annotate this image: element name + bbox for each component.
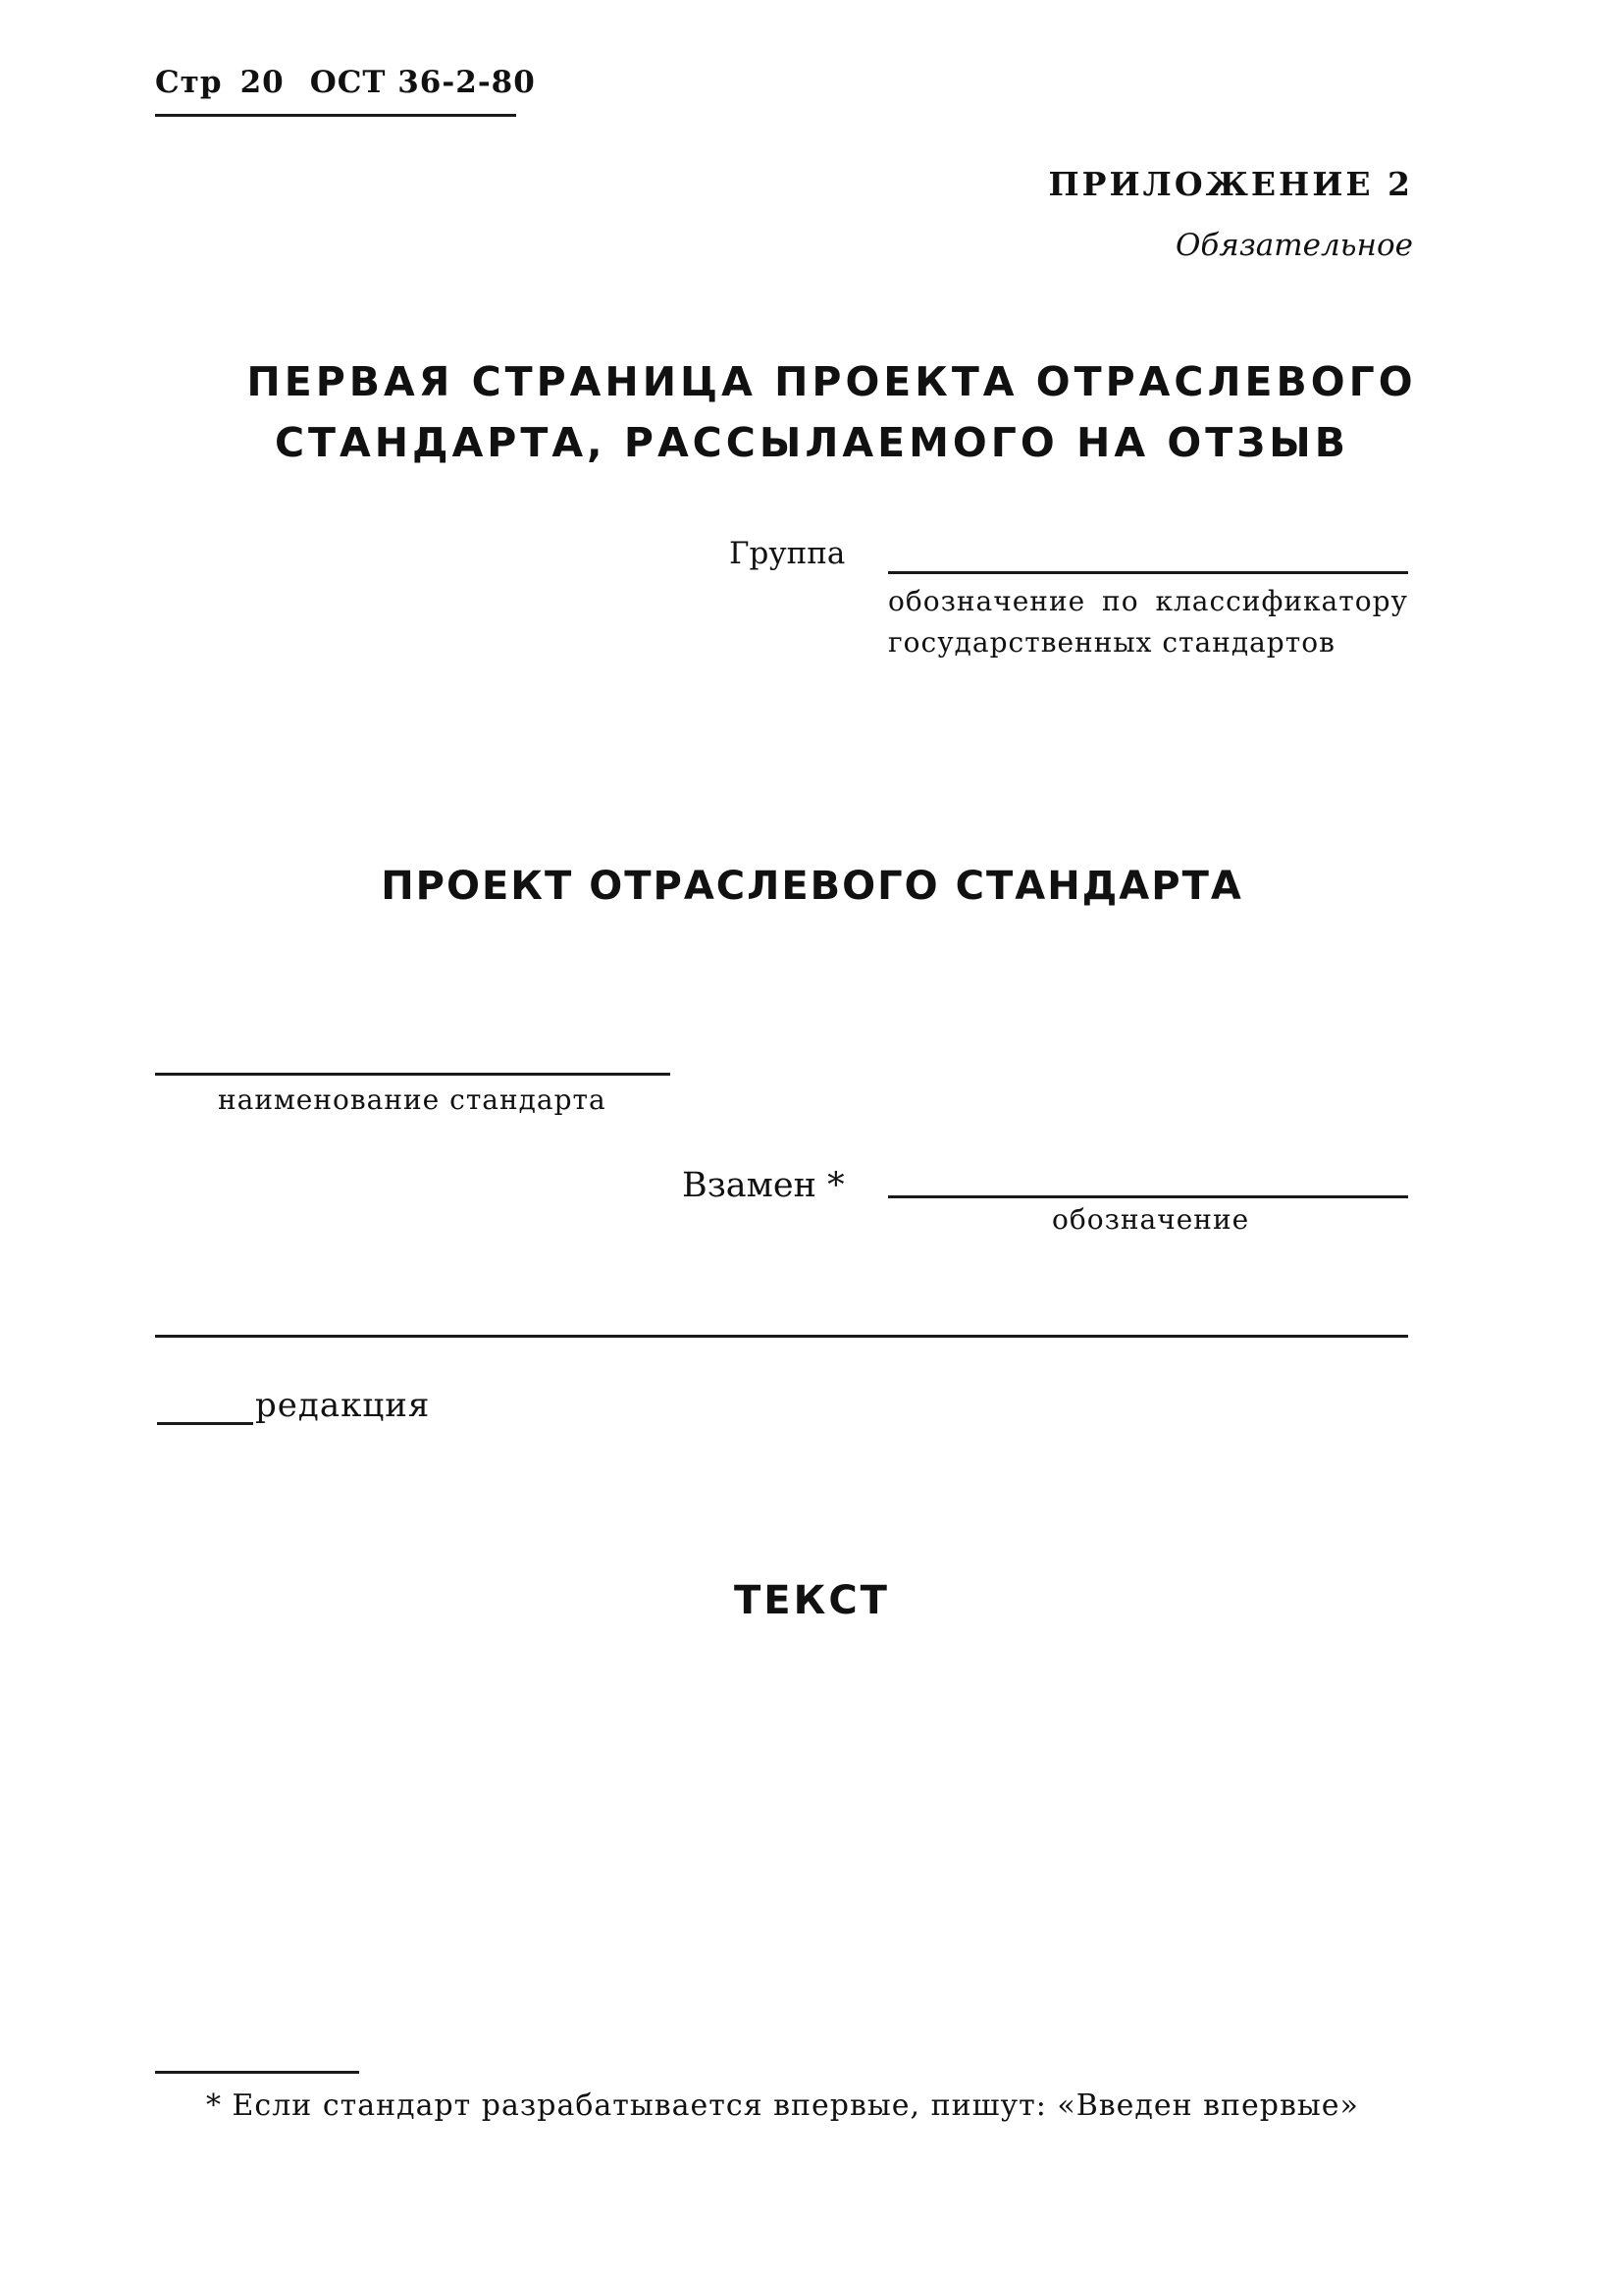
group-note: обозначение по классификатору государственных стандартов: [888, 585, 1408, 659]
project-title: ПРОЕКТ ОТРАСЛЕВОГО СТАНДАРТА: [381, 864, 1243, 909]
edition-label: редакция: [255, 1386, 431, 1425]
appendix-status: Обязательное: [1175, 228, 1413, 263]
group-label: Группа: [729, 536, 846, 571]
group-field-line: [888, 571, 1408, 574]
replaces-label: Взамен *: [682, 1166, 845, 1205]
page-label: Стр: [155, 65, 223, 100]
main-title-line-2: СТАНДАРТА, РАССЫЛАЕМОГО НА ОТЗЫВ: [274, 419, 1350, 466]
body-text-heading: ТЕКСТ: [734, 1578, 890, 1623]
main-title-line-1: ПЕРВАЯ СТРАНИЦА ПРОЕКТА ОТРАСЛЕВОГО: [246, 358, 1417, 405]
name-caption: наименование стандарта: [218, 1083, 606, 1116]
separator-line: [155, 1335, 1408, 1338]
name-field-line: [155, 1073, 670, 1076]
standard-code: ОСТ 36-2-80: [309, 65, 536, 100]
page-number: 20: [239, 65, 285, 100]
footnote: * Если стандарт разрабатывается впервые, пишут: «Введен впервые»: [206, 2088, 1359, 2123]
footnote-rule: [155, 2071, 359, 2074]
edition-blank-line: [157, 1422, 253, 1425]
designation-caption: обозначение: [1052, 1203, 1250, 1236]
page-header: [155, 65, 536, 100]
main-title: [0, 351, 1624, 473]
replaces-field-line: [888, 1195, 1408, 1198]
appendix-label: ПРИЛОЖЕНИЕ 2: [1048, 165, 1413, 203]
header-underline: [155, 114, 516, 117]
